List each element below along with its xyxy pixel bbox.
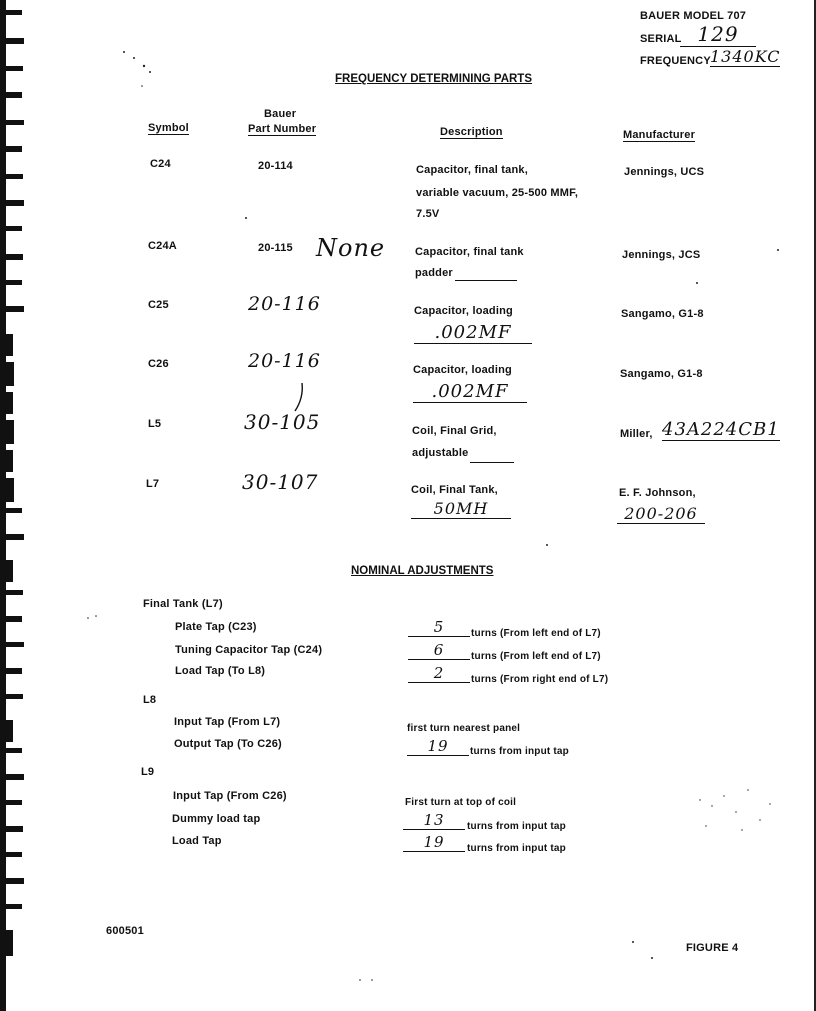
row-c24-mfr: Jennings, UCS — [624, 166, 705, 178]
group-final-tank-heading: Final Tank (L7) — [143, 598, 223, 610]
row-c26-value: .002MF — [413, 381, 527, 403]
group-l9-heading: L9 — [141, 766, 155, 778]
adj-l8-input-label: Input Tap (From L7) — [174, 716, 281, 728]
serial-value: 129 — [680, 22, 756, 47]
frequency-value: 1340KC — [710, 47, 781, 66]
row-l7-value: 50MH — [411, 499, 511, 519]
adj-dummy-load-value: 13 — [403, 811, 465, 830]
row-c24-part: 20-114 — [258, 160, 293, 172]
group-l8-heading: L8 — [143, 694, 157, 706]
row-c25-symbol: C25 — [148, 299, 169, 311]
row-c25-mfr: Sangamo, G1-8 — [621, 308, 704, 320]
row-l7-mfr-value: 200-206 — [617, 504, 705, 524]
row-c26-pen-stroke — [292, 382, 306, 412]
row-c24-desc1: Capacitor, final tank, — [416, 164, 528, 176]
parts-title: FREQUENCY DETERMINING PARTS — [335, 73, 533, 85]
footer-code: 600501 — [106, 925, 144, 937]
row-c25-value: .002MF — [414, 322, 532, 344]
row-l5-mfr-prefix: Miller, — [620, 428, 653, 440]
row-c26-mfr: Sangamo, G1-8 — [620, 368, 703, 380]
row-l5-desc1: Coil, Final Grid, — [412, 425, 497, 437]
row-c26-symbol: C26 — [148, 358, 169, 370]
adj-plate-tap-text: turns (From left end of L7) — [471, 628, 601, 639]
serial-label: SERIAL — [640, 33, 682, 45]
col-description: Description — [440, 126, 503, 138]
adj-l9-input-text: First turn at top of coil — [405, 797, 517, 808]
adj-l9-input-label: Input Tap (From C26) — [173, 790, 287, 802]
row-l5-blank — [470, 452, 514, 463]
col-symbol: Symbol — [148, 122, 189, 134]
adj-l9-load-tap-value: 19 — [403, 833, 465, 852]
row-c26-part: 20-116 — [248, 350, 321, 372]
row-c24a-desc1: Capacitor, final tank — [415, 246, 524, 258]
adj-l8-output-text: turns from input tap — [470, 746, 569, 757]
row-c24-desc2: variable vacuum, 25-500 MMF, — [416, 187, 579, 199]
adj-plate-tap-value: 5 — [408, 618, 470, 637]
adj-load-tap-l8-text: turns (From right end of L7) — [471, 674, 609, 685]
row-c26-desc1: Capacitor, loading — [413, 364, 512, 376]
row-c24-desc3: 7.5V — [416, 208, 440, 220]
adj-plate-tap-label: Plate Tap (C23) — [175, 621, 257, 633]
adj-tuning-tap-value: 6 — [408, 641, 470, 660]
row-c25-part: 20-116 — [248, 293, 321, 315]
row-c24a-blank — [455, 270, 517, 281]
col-part-number-top: Bauer — [264, 108, 297, 120]
frequency-label: FREQUENCY — [640, 55, 711, 67]
row-l5-desc2: adjustable — [412, 447, 469, 459]
model-label: BAUER MODEL 707 — [640, 10, 747, 22]
row-c24a-symbol: C24A — [148, 240, 177, 252]
row-l7-symbol: L7 — [146, 478, 160, 490]
adj-load-tap-l8-value: 2 — [408, 664, 470, 683]
figure-label: FIGURE 4 — [686, 942, 739, 954]
adj-tuning-tap-text: turns (From left end of L7) — [471, 651, 601, 662]
adj-l9-load-tap-text: turns from input tap — [467, 843, 566, 854]
col-part-number: Part Number — [248, 123, 317, 135]
row-c25-desc1: Capacitor, loading — [414, 305, 513, 317]
adjustments-title: NOMINAL ADJUSTMENTS — [351, 565, 494, 577]
row-l5-part: 30-105 — [244, 410, 321, 434]
row-l5-mfr-value: 43A224CB1 — [662, 419, 780, 440]
adj-load-tap-l8-label: Load Tap (To L8) — [175, 665, 266, 677]
adj-l9-load-tap-label: Load Tap — [172, 835, 222, 847]
row-c24a-part: 20-115 — [258, 242, 293, 254]
adj-l8-input-text: first turn nearest panel — [407, 723, 521, 734]
row-c24a-note: None — [316, 234, 386, 262]
row-c24-symbol: C24 — [150, 158, 171, 170]
adj-tuning-tap-label: Tuning Capacitor Tap (C24) — [175, 644, 323, 656]
row-c24a-desc2: padder — [415, 267, 453, 279]
adj-l8-output-label: Output Tap (To C26) — [174, 738, 282, 750]
row-l7-mfr: E. F. Johnson, — [619, 487, 696, 499]
adj-dummy-load-label: Dummy load tap — [172, 813, 261, 825]
row-c24a-mfr: Jennings, JCS — [622, 249, 701, 261]
binder-edge — [0, 0, 34, 1011]
adj-l8-output-value: 19 — [407, 737, 469, 756]
row-l5-symbol: L5 — [148, 418, 162, 430]
row-l7-desc1: Coil, Final Tank, — [411, 484, 498, 496]
col-manufacturer: Manufacturer — [623, 129, 696, 141]
adj-dummy-load-text: turns from input tap — [467, 821, 566, 832]
row-l7-part: 30-107 — [242, 470, 319, 494]
